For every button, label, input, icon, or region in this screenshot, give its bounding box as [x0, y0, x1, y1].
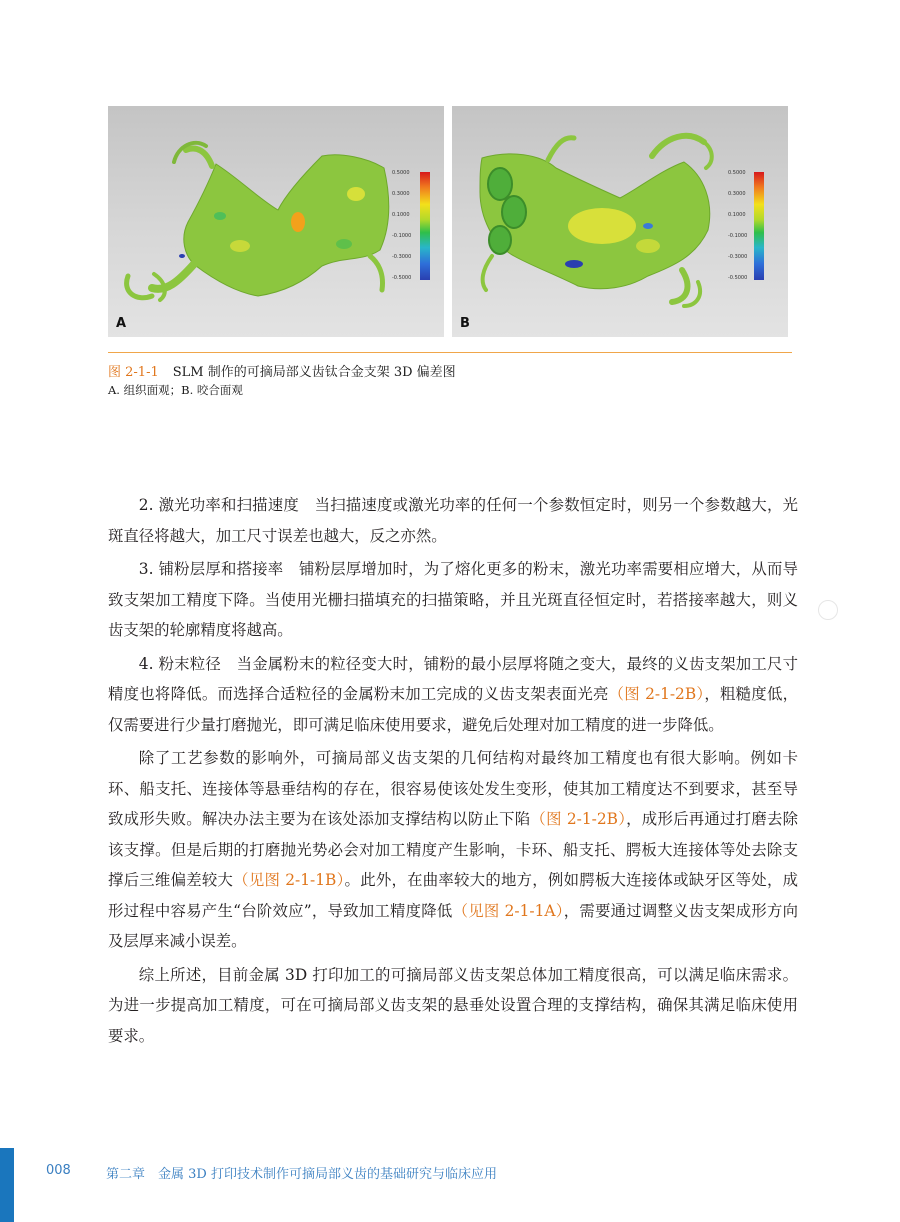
figure-title: SLM 制作的可摘局部义齿钛合金支架 3D 偏差图: [172, 365, 456, 380]
paragraph: [108, 960, 798, 1052]
running-footer: 第二章 金属 3D 打印技术制作可摘局部义齿的基础研究与临床应用: [106, 1167, 497, 1182]
figure-reference-link[interactable]: （图 2-1-2B）: [608, 685, 705, 703]
scale-label: 0.1000: [392, 212, 410, 218]
scale-label: -0.3000: [728, 254, 748, 260]
denture-framework-deviation-map-a: [108, 106, 444, 337]
paragraph: [108, 743, 798, 957]
figure-reference-link[interactable]: （图 2-1-2B）: [530, 810, 627, 828]
footer-accent-bar: [0, 1148, 14, 1222]
paragraph-text: 铺粉层厚增加时，为了熔化更多的粉末，激光功率需要相应增大，从而导致支架加工精度下降。当使用光栅扫描填充的扫描策略，并且光斑直径恒定时，若搭接率越大，则义齿支架的轮廓精度将越高。: [108, 560, 798, 639]
deviation-color-scale: [420, 172, 430, 280]
scale-label: 0.5000: [392, 170, 410, 176]
scale-label: -0.5000: [392, 275, 412, 281]
paragraph-text: 当金属粉末的粒径变大时，铺粉的最小层厚将随之变大，最终的义齿支架加工尺寸精度也将降低。而选择合适粒径的金属粉末加工完成的义齿支架表面光亮: [108, 654, 798, 703]
denture-framework-deviation-map-b: [452, 106, 788, 337]
paragraph-text: ，成形后再通过打磨去除该支撑。但是后期的打磨抛光势必会对加工精度产生影响，卡环、船支托、腭板大连接体等处去除支撑后三维偏差较大: [108, 810, 798, 889]
paragraph-text: ，需要通过调整义齿支架成形方向及层厚来减小误差。: [108, 901, 798, 950]
figure-subcaption: A. 组织面观；B. 咬合面观: [108, 383, 243, 397]
paragraph-text: 当扫描速度或激光功率的任何一个参数恒定时，则另一个参数越大，光斑直径将越大，加工尺寸误差也越大，反之亦然。: [108, 496, 798, 545]
paragraph-lead: 2. 激光功率和扫描速度: [138, 496, 299, 514]
scale-label: -0.1000: [728, 233, 748, 239]
paragraph: [108, 490, 798, 551]
panel-label-b: B: [460, 316, 470, 331]
paragraph-lead: 3. 铺粉层厚和搭接率: [138, 560, 284, 578]
figure-panel-a: [108, 106, 444, 337]
paragraph: [108, 554, 798, 646]
paragraph-text: 除了工艺参数的影响外，可摘局部义齿支架的几何结构对最终加工精度也有很大影响。例如卡环、船支托、连接体等悬垂结构的存在，很容易使该处发生变形，使其加工精度达不到要求，甚至导致成形失败。解决办法主要为在该处添加支撑结构以防止下陷: [108, 749, 798, 828]
figure-number: 图 2-1-1: [108, 365, 159, 380]
scale-label: -0.5000: [728, 275, 748, 281]
scale-label: 0.3000: [392, 191, 410, 197]
paragraph-text: 综上所述，目前金属 3D 打印加工的可摘局部义齿支架总体加工精度很高，可以满足临床需求。为进一步提高加工精度，可在可摘局部义齿支架的悬垂处设置合理的支撑结构，确保其满足临床使用要求。: [108, 965, 798, 1045]
paragraph-text: ，粗糙度低，仅需要进行少量打磨抛光，即可满足临床使用要求，避免后处理对加工精度的进一步降低。: [108, 685, 798, 734]
caption-divider: [108, 352, 792, 353]
body-text: [108, 490, 798, 1054]
paragraph-lead: 4. 粉末粒径: [138, 654, 221, 673]
scale-label: 0.3000: [728, 191, 746, 197]
figure-panel-b: [452, 106, 788, 337]
scale-label: -0.3000: [392, 254, 412, 260]
paragraph: [108, 649, 798, 741]
panel-label-a: A: [116, 316, 127, 331]
scale-label: -0.1000: [392, 233, 412, 239]
watermark-icon: [818, 600, 838, 620]
figure-reference-link[interactable]: （见图 2-1-1A）: [452, 901, 564, 920]
paragraph-text: 。此外，在曲率较大的地方，例如腭板大连接体或缺牙区等处，成形过程中容易产生“台阶效应”，导致加工精度降低: [108, 871, 798, 920]
figure-reference-link[interactable]: （见图 2-1-1B）: [233, 871, 345, 889]
scale-label: 0.5000: [728, 170, 746, 176]
deviation-color-scale: [754, 172, 764, 280]
figure-caption: [108, 361, 456, 380]
page-number: 008: [46, 1163, 71, 1178]
scale-label: 0.1000: [728, 212, 746, 218]
